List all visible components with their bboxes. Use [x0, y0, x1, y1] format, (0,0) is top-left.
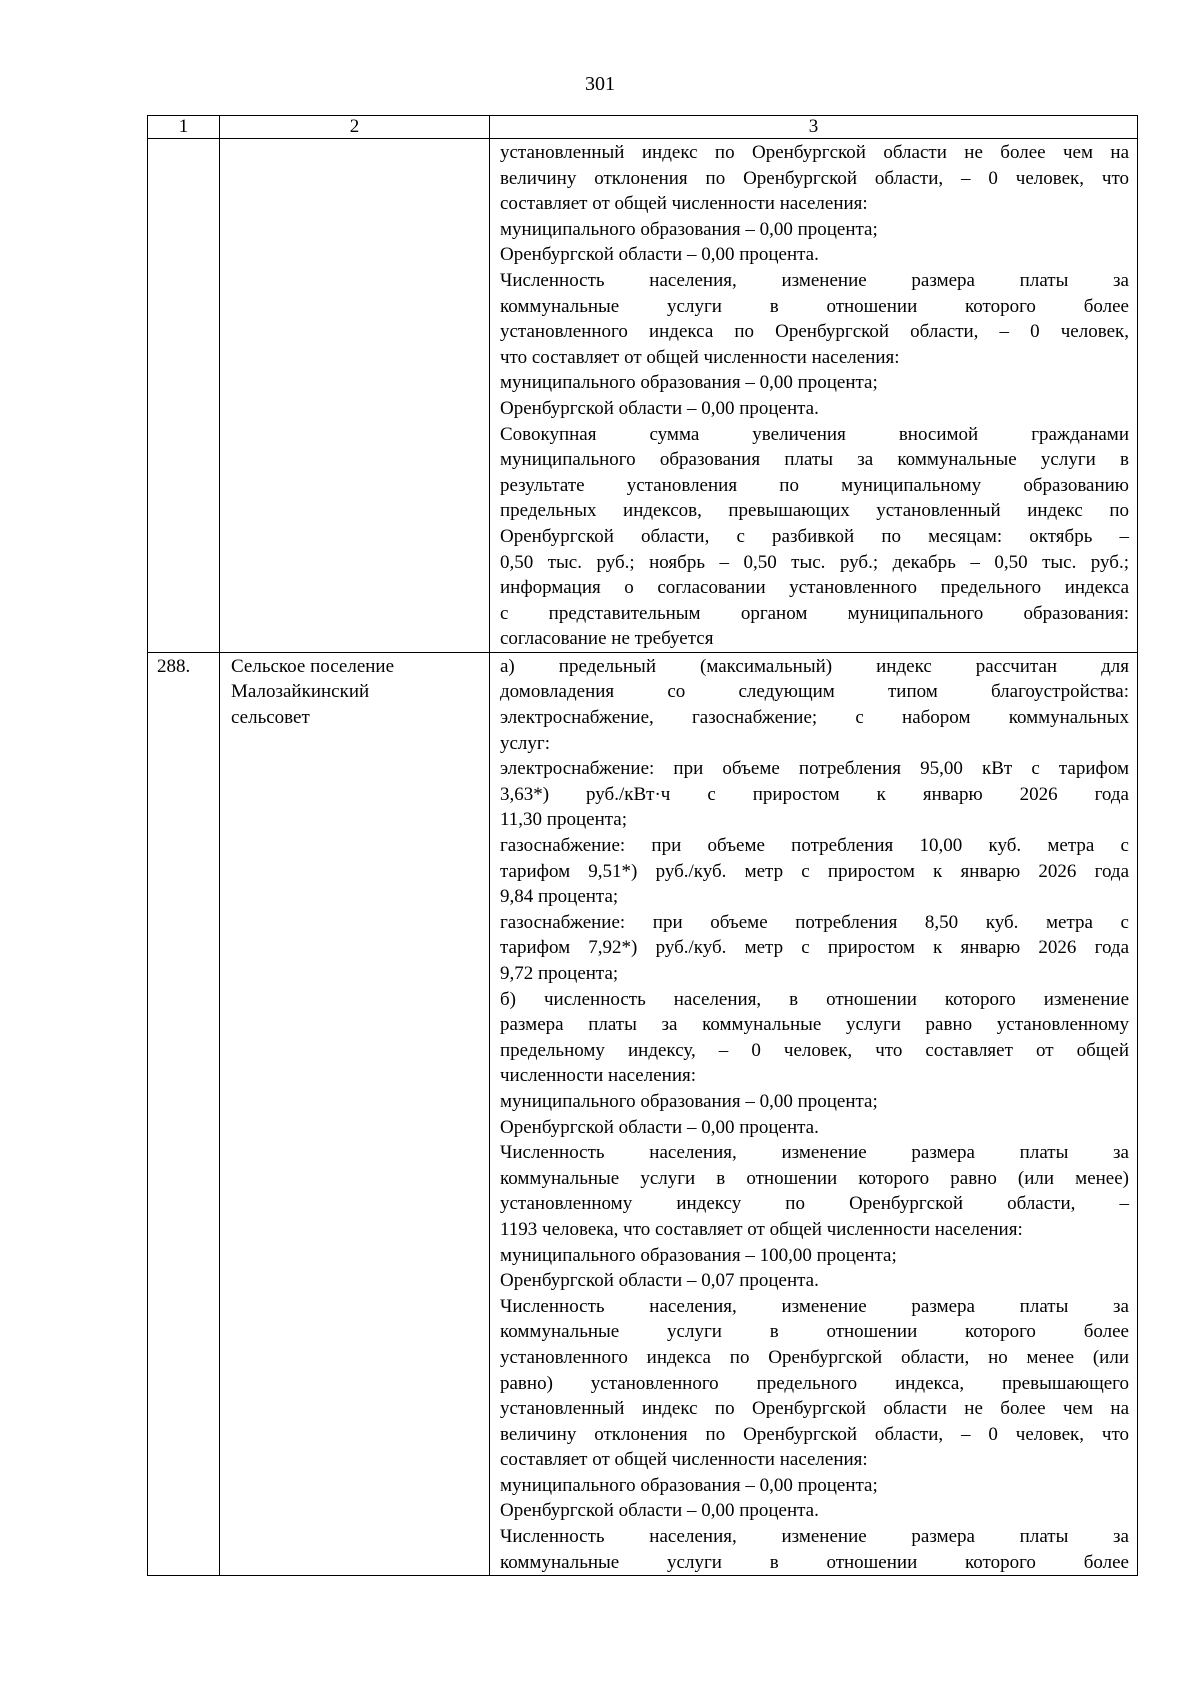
settlement-name-line: сельсовет: [231, 707, 310, 729]
text-line: 0,50 тыс. руб.; ноябрь – 0,50 тыс. руб.; декабрь – 0,50 тыс. руб.;: [500, 551, 1129, 573]
page-number: 301: [585, 73, 615, 95]
text-line: муниципального образования – 0,00 процента;: [500, 1474, 878, 1496]
table-row-288: [148, 652, 1138, 1575]
text-line: коммунальные услуги в отношении которого более: [500, 1321, 1129, 1343]
tariff-table: [147, 115, 1138, 1576]
text-line: электроснабжение: при объеме потребления 95,00 кВт с тарифом: [500, 758, 1129, 780]
text-line: Численность населения, изменение размера платы за: [500, 1526, 1129, 1548]
text-line: результате установления по муниципальному образованию: [500, 474, 1129, 496]
text-line: коммунальные услуги в отношении которого более: [500, 1551, 1129, 1573]
text-line: предельному индексу, – 0 человек, что составляет от общей: [500, 1039, 1129, 1061]
text-line: муниципального образования – 0,00 процента;: [500, 372, 878, 394]
header-col-2: 2: [220, 116, 490, 139]
text-line: муниципального образования – 0,00 процента;: [500, 1090, 878, 1112]
text-line: установленный индекс по Оренбургской области не более чем на: [500, 142, 1129, 163]
text-line: Оренбургской области, с разбивкой по месяцам: октябрь –: [500, 525, 1129, 547]
settlement-name-cell: [220, 652, 490, 1575]
text-line: величину отклонения по Оренбургской области, – 0 человек, что: [500, 167, 1129, 189]
text-line: согласование не требуется: [500, 628, 714, 650]
text-line: равно) установленного предельного индекса, превышающего: [500, 1372, 1129, 1394]
text-line: а) предельный (максимальный) индекс рассчитан для: [500, 655, 1129, 677]
text-line: Оренбургской области – 0,00 процента.: [500, 397, 819, 419]
text-line: Совокупная сумма увеличения вносимой гражданами: [500, 423, 1129, 445]
text-line: 3,63*) руб./кВт·ч с приростом к январю 2026 года: [500, 783, 1129, 805]
text-line: коммунальные услуги в отношении которого более: [500, 295, 1129, 317]
header-col-1: 1: [148, 116, 220, 139]
text-line: установленный индекс по Оренбургской области не более чем на: [500, 1398, 1129, 1420]
text-line: установленного индекса по Оренбургской области, но менее (или: [500, 1346, 1129, 1368]
settlement-name-line: Сельское поселение: [231, 655, 395, 677]
text-line: 9,72 процента;: [500, 963, 619, 984]
header-row: [148, 116, 1138, 139]
text-line: 11,30 процента;: [500, 809, 627, 831]
header-col-3: 3: [490, 116, 1138, 139]
text-line: установленному индексу по Оренбургской области, –: [500, 1193, 1129, 1215]
text-line: размера платы за коммунальные услуги равно установленному: [500, 1014, 1129, 1036]
text-line: информация о согласовании установленного предельного индекса: [500, 577, 1129, 599]
text-line: тарифом 7,92*) руб./куб. метр с приростом к январю 2026 года: [500, 937, 1129, 959]
text-line: 1193 человека, что составляет от общей численности населения:: [500, 1218, 1023, 1240]
text-line: муниципального образования – 100,00 процента;: [500, 1244, 897, 1266]
table-row-continuation: [148, 139, 1138, 653]
text-line: домовладения со следующим типом благоустройства:: [500, 681, 1129, 703]
text-line: газоснабжение: при объеме потребления 10,00 куб. метра с: [500, 835, 1129, 857]
text-line: муниципального образования – 0,00 процента;: [500, 218, 878, 240]
text-line: Оренбургской области – 0,00 процента.: [500, 244, 819, 266]
row-number-cell: 288.: [148, 652, 220, 1575]
text-line: составляет от общей численности населения:: [500, 1449, 868, 1471]
text-line: б) численность населения, в отношении которого изменение: [500, 988, 1129, 1010]
text-line: коммунальные услуги в отношении которого равно (или менее): [500, 1167, 1129, 1189]
text-line: предельных индексов, превышающих установленный индекс по: [500, 500, 1129, 522]
text-line: что составляет от общей численности населения:: [500, 346, 900, 368]
text-line: численности населения:: [500, 1065, 697, 1087]
text-line: Численность населения, изменение размера платы за: [500, 1142, 1129, 1164]
continuation-name-cell: [220, 139, 490, 653]
text-line: Оренбургской области – 0,00 процента.: [500, 1500, 819, 1522]
row-288-text-cell: [490, 652, 1138, 1575]
text-line: услуг:: [500, 732, 550, 754]
continuation-number-cell: [148, 139, 220, 653]
settlement-name-line: Малозайкинский: [231, 681, 370, 703]
text-line: муниципального образования платы за коммунальные услуги в: [500, 449, 1129, 471]
text-line: Численность населения, изменение размера платы за: [500, 1295, 1129, 1317]
continuation-text-cell: [490, 139, 1138, 653]
text-line: с представительным органом муниципального образования:: [500, 602, 1129, 624]
text-line: электроснабжение, газоснабжение; с набором коммунальных: [500, 707, 1129, 729]
text-line: газоснабжение: при объеме потребления 8,50 куб. метра с: [500, 911, 1129, 933]
text-line: Оренбургской области – 0,07 процента.: [500, 1270, 819, 1292]
text-line: составляет от общей численности населения:: [500, 193, 868, 215]
text-line: установленного индекса по Оренбургской области, – 0 человек,: [500, 321, 1129, 343]
text-line: величину отклонения по Оренбургской области, – 0 человек, что: [500, 1423, 1129, 1445]
text-line: тарифом 9,51*) руб./куб. метр с приростом к январю 2026 года: [500, 860, 1129, 882]
text-line: Численность населения, изменение размера платы за: [500, 269, 1129, 291]
text-line: Оренбургской области – 0,00 процента.: [500, 1116, 819, 1138]
text-line: 9,84 процента;: [500, 886, 619, 908]
